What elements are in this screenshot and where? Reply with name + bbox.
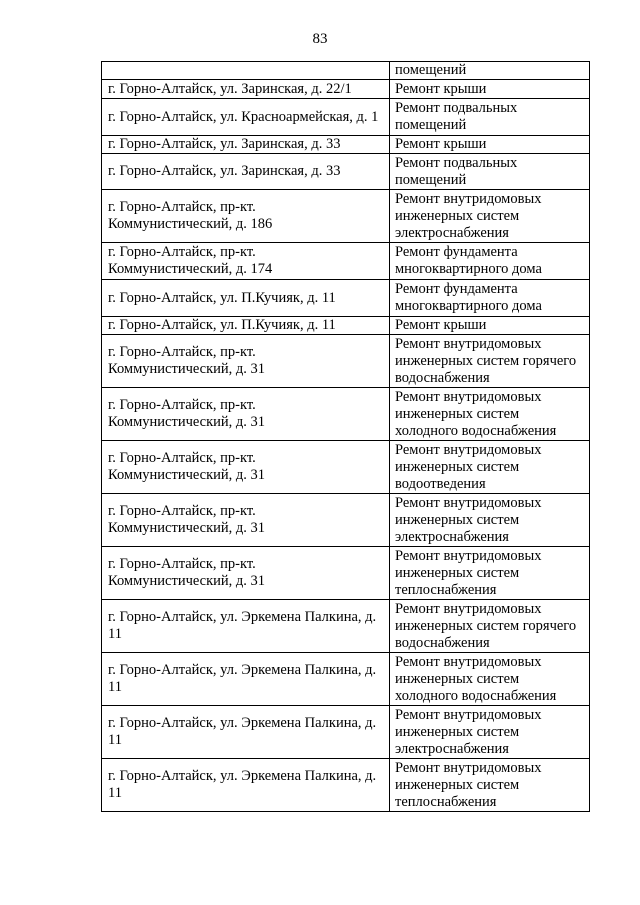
- address-cell: г. Горно-Алтайск, пр-кт. Коммунистический, д. 174: [102, 243, 390, 280]
- work-type-cell: Ремонт фундамента многоквартирного дома: [390, 280, 590, 317]
- work-type-cell: Ремонт крыши: [390, 80, 590, 99]
- work-type-cell: Ремонт внутридомовых инженерных систем горячего водоснабжения: [390, 600, 590, 653]
- address-cell: г. Горно-Алтайск, пр-кт. Коммунистический, д. 186: [102, 190, 390, 243]
- work-type-cell: Ремонт внутридомовых инженерных систем электроснабжения: [390, 706, 590, 759]
- work-type-cell: помещений: [390, 62, 590, 80]
- table-row: [102, 243, 590, 280]
- works-table: [101, 61, 590, 812]
- address-cell: [102, 62, 390, 80]
- work-type-cell: Ремонт крыши: [390, 136, 590, 154]
- work-type-cell: Ремонт подвальных помещений: [390, 154, 590, 190]
- table-row: [102, 547, 590, 600]
- work-type-cell: Ремонт внутридомовых инженерных систем электроснабжения: [390, 190, 590, 243]
- address-cell: г. Горно-Алтайск, ул. Заринская, д. 33: [102, 136, 390, 154]
- table-row: [102, 706, 590, 759]
- work-type-cell: Ремонт внутридомовых инженерных систем теплоснабжения: [390, 759, 590, 812]
- work-type-cell: Ремонт внутридомовых инженерных систем холодного водоснабжения: [390, 653, 590, 706]
- address-cell: г. Горно-Алтайск, ул. П.Кучияк, д. 11: [102, 280, 390, 317]
- table-row: [102, 335, 590, 388]
- table-row: [102, 388, 590, 441]
- address-cell: г. Горно-Алтайск, ул. Заринская, д. 22/1: [102, 80, 390, 99]
- address-cell: г. Горно-Алтайск, ул. Эркемена Палкина, д. 11: [102, 653, 390, 706]
- address-cell: г. Горно-Алтайск, пр-кт. Коммунистический, д. 31: [102, 335, 390, 388]
- table-row: [102, 136, 590, 154]
- address-cell: г. Горно-Алтайск, ул. Эркемена Палкина, д. 11: [102, 600, 390, 653]
- works-table-body: [102, 62, 590, 812]
- table-row: [102, 600, 590, 653]
- address-cell: г. Горно-Алтайск, ул. Заринская, д. 33: [102, 154, 390, 190]
- table-row: [102, 190, 590, 243]
- table-row: [102, 317, 590, 335]
- work-type-cell: Ремонт внутридомовых инженерных систем водоотведения: [390, 441, 590, 494]
- address-cell: г. Горно-Алтайск, пр-кт. Коммунистический, д. 31: [102, 494, 390, 547]
- address-cell: г. Горно-Алтайск, ул. Эркемена Палкина, д. 11: [102, 706, 390, 759]
- work-type-cell: Ремонт внутридомовых инженерных систем электроснабжения: [390, 494, 590, 547]
- table-row: [102, 280, 590, 317]
- page-number: 83: [312, 31, 328, 47]
- work-type-cell: Ремонт крыши: [390, 317, 590, 335]
- address-cell: г. Горно-Алтайск, ул. П.Кучияк, д. 11: [102, 317, 390, 335]
- table-row: [102, 653, 590, 706]
- address-cell: г. Горно-Алтайск, ул. Красноармейская, д. 1: [102, 99, 390, 136]
- work-type-cell: Ремонт внутридомовых инженерных систем горячего водоснабжения: [390, 335, 590, 388]
- work-type-cell: Ремонт внутридомовых инженерных систем теплоснабжения: [390, 547, 590, 600]
- address-cell: г. Горно-Алтайск, пр-кт. Коммунистический, д. 31: [102, 547, 390, 600]
- work-type-cell: Ремонт фундамента многоквартирного дома: [390, 243, 590, 280]
- table-row: [102, 99, 590, 136]
- table-row: [102, 494, 590, 547]
- work-type-cell: Ремонт подвальных помещений: [390, 99, 590, 136]
- address-cell: г. Горно-Алтайск, ул. Эркемена Палкина, д. 11: [102, 759, 390, 812]
- table-row: [102, 154, 590, 190]
- table-row: [102, 759, 590, 812]
- table-row: [102, 62, 590, 80]
- table-row: [102, 441, 590, 494]
- work-type-cell: Ремонт внутридомовых инженерных систем холодного водоснабжения: [390, 388, 590, 441]
- table-row: [102, 80, 590, 99]
- address-cell: г. Горно-Алтайск, пр-кт. Коммунистический, д. 31: [102, 441, 390, 494]
- address-cell: г. Горно-Алтайск, пр-кт. Коммунистический, д. 31: [102, 388, 390, 441]
